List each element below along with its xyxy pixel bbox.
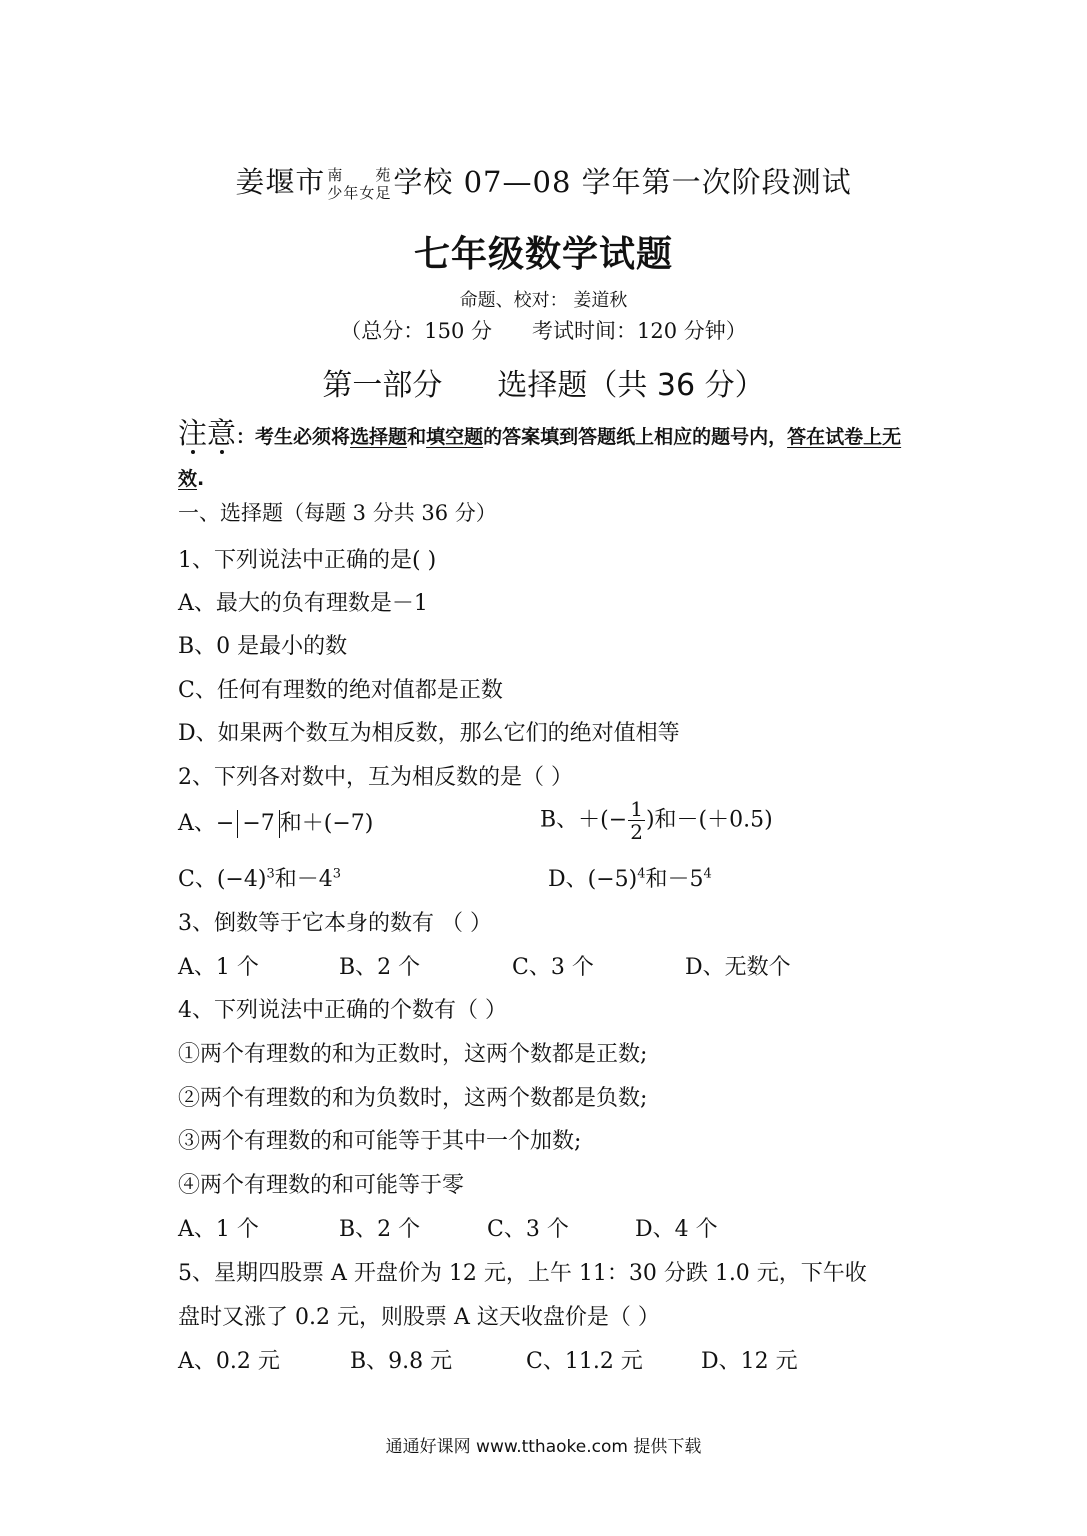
q3-options xyxy=(178,950,978,982)
q2-stem: 2、下列各对数中，互为相反数的是（ ） xyxy=(178,765,573,790)
notice-text-3: 的答案填到答题纸上相应的题号内， xyxy=(483,426,788,448)
q4-option-c: C、3 个 xyxy=(487,1217,569,1242)
stack-top-left: 南 xyxy=(327,166,344,184)
q4-statement-2: ②两个有理数的和为负数时，这两个数都是负数; xyxy=(178,1086,648,1111)
q3-stem: 3、倒数等于它本身的数有 （ ） xyxy=(178,911,492,936)
q3-option-c: C、3 个 xyxy=(512,955,594,980)
notice-colon: ： xyxy=(236,426,256,448)
q5-stem-line-2: 盘时又涨了 0.2 元，则股票 A 这天收盘价是（ ） xyxy=(178,1305,660,1330)
notice-text-4: . xyxy=(197,468,205,490)
section-heading: 一、选择题（每题 3 分共 36 分） xyxy=(178,501,497,525)
q4-option-a: A、1 个 xyxy=(178,1217,259,1242)
q2-option-c: C、$(-4)^3$和$-4^3$ xyxy=(178,866,342,892)
q1-option-d: D、如果两个数互为相反数，那么它们的绝对值相等 xyxy=(178,721,680,746)
notice-underline-3: 答在试卷上无效 xyxy=(178,426,902,490)
score-time-line xyxy=(0,315,1087,345)
q4-statement-1: ①两个有理数的和为正数时，这两个数都是正数; xyxy=(178,1042,648,1067)
credit-line: 命题、校对： 姜道秋 xyxy=(459,290,628,311)
stack-top-right: 苑 xyxy=(375,166,392,184)
q2-row-ab xyxy=(178,797,978,856)
q5-option-b: B、9.8 元 xyxy=(350,1349,453,1374)
q4-options xyxy=(178,1212,978,1244)
q2-option-a: A、− −7 和＋(−7) xyxy=(178,811,374,836)
q3-option-d: D、无数个 xyxy=(685,955,791,980)
q5-options xyxy=(178,1344,978,1376)
part-label: 第一部分 xyxy=(322,368,443,403)
q5-stem-line-1: 5、星期四股票 A 开盘价为 12 元，上午 11：30 分跌 1.0 元，下午收 xyxy=(178,1261,867,1286)
q2-option-b: B、＋(− $\frac{1}{2}$ )和－(＋0.5) xyxy=(540,797,773,844)
q1-stem: 1、下列说法中正确的是( ) xyxy=(178,548,437,573)
q4-statement-3: ③两个有理数的和可能等于其中一个加数; xyxy=(178,1129,582,1154)
q5-option-c: C、11.2 元 xyxy=(526,1349,643,1374)
q5-option-a: A、0.2 元 xyxy=(178,1349,280,1374)
school-title xyxy=(0,160,1087,202)
title-suffix: 学校 07—08 学年第一次阶段测试 xyxy=(393,165,852,199)
q4-option-b: B、2 个 xyxy=(339,1217,421,1242)
notice-text-2: 和 xyxy=(407,426,427,448)
q2-option-d: D、$(-5)^4$和$-5^4$ xyxy=(548,866,712,892)
notice-head: 注意 xyxy=(178,416,236,450)
q5-option-d: D、12 元 xyxy=(701,1349,798,1374)
q4-option-d: D、4 个 xyxy=(635,1217,718,1242)
emphasis-dots xyxy=(178,450,236,456)
stacked-school-name xyxy=(327,166,391,202)
notice-underline-1: 选择题 xyxy=(350,426,408,448)
part-title xyxy=(0,360,1087,404)
fraction: $\frac{1}{2}$ xyxy=(630,797,643,844)
q1-option-b: B、0 是最小的数 xyxy=(178,634,348,659)
q2-row-cd xyxy=(178,862,978,898)
stack-bottom: 少年女足 xyxy=(327,184,392,202)
q1-option-c: C、任何有理数的绝对值都是正数 xyxy=(178,678,503,703)
q3-option-a: A、1 个 xyxy=(178,955,259,980)
exam-time: 考试时间：120 分钟） xyxy=(532,319,747,343)
notice-underline-2: 填空题 xyxy=(426,426,484,448)
q4-statement-4: ④两个有理数的和可能等于零 xyxy=(178,1173,465,1198)
part-subtitle: 选择题（共 36 分） xyxy=(497,368,765,403)
q1-option-a: A、最大的负有理数是－1 xyxy=(178,591,428,616)
footer-credit: 通通好课网 www.tthaoke.com 提供下载 xyxy=(385,1437,702,1457)
title-prefix: 姜堰市 xyxy=(235,165,326,199)
q4-stem: 4、下列说法中正确的个数有（ ） xyxy=(178,998,507,1023)
q3-option-b: B、2 个 xyxy=(339,955,421,980)
notice xyxy=(178,412,918,500)
total-score: （总分：150 分 xyxy=(340,319,492,343)
notice-text-1: 考生必须将 xyxy=(255,426,351,448)
main-title: 七年级数学试题 xyxy=(413,234,673,275)
absolute-value: −7 xyxy=(237,810,279,838)
